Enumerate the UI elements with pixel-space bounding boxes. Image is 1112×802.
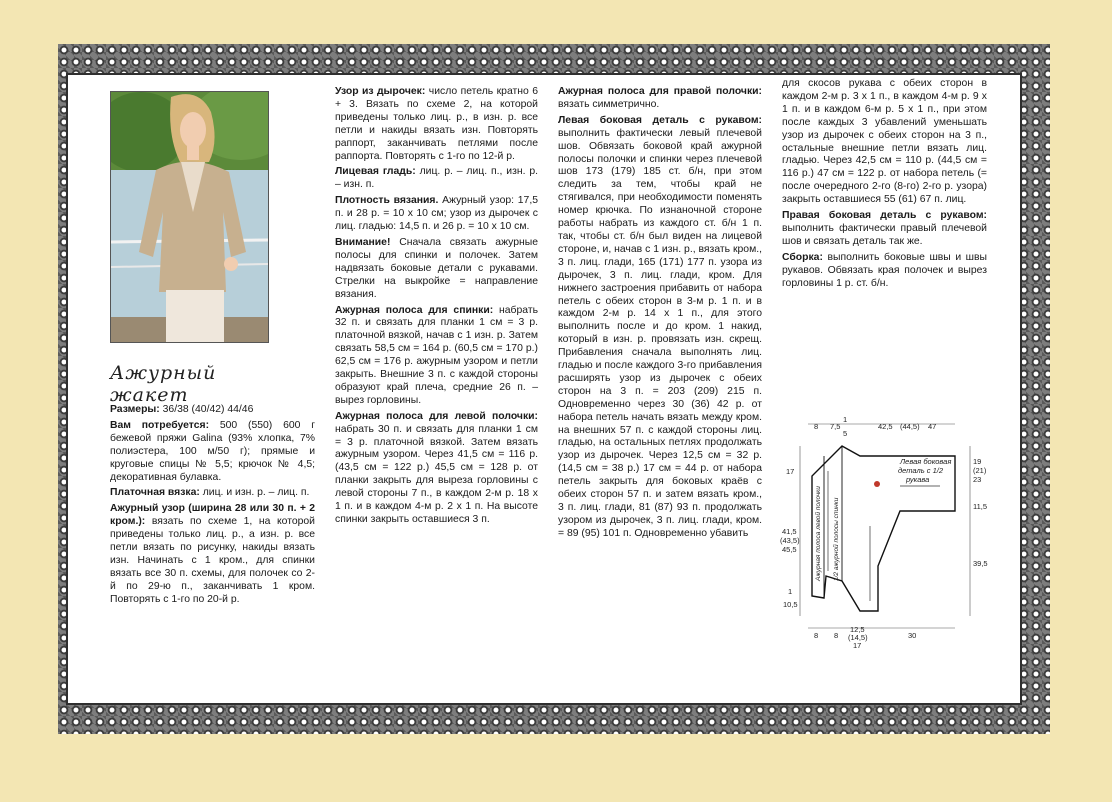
uzor-value: число петель кратно 6 + 3. Вязать по схеме 2, на которой приведены только лиц. р., в изн. р. все петли и накиды вязать изн. Повторять раппорт, заканчивать петлями после раппорта. Повторять с 1-го по 12-й р. (335, 86, 538, 162)
column-3 (558, 86, 762, 544)
lp-label: Ажурная полоса для левой полочки: (335, 410, 538, 422)
dim-bottom-30: 30 (908, 631, 917, 640)
dim-right-395: 39,5 (973, 559, 988, 568)
needs-value: 500 (550) 600 г бежевой пряжи Galina (93% хлопка, 7% полиэстера, 100 м/50 г); прямые и круговые спицы № 5,5; крючок № 4,5; декоративная булавка. (110, 419, 315, 483)
dim-top-5: 5 (843, 429, 848, 438)
gl-value: лиц. р. – лиц. п., изн. р. – изн. п. (335, 166, 539, 191)
ajur-value: вязать по схеме 1, на которой приведены только лиц. р., а изн. р. все петли вязать по рисунку, накиды вязать изн. Начинать с 1 кром., для спинки вязать все 30 п. схемы, для полочек со 2-й по 29-ю п., заканчивать 1 кром. Повторять с 1-го по 20-й р. (110, 516, 315, 605)
lb-value: выполнить фактически левый плечевой шов. Обвязать боковой край ажурной полосы полочки и спинки через плечевой шов 173 (179) 185 ст. б/н, при этом следить за тем, чтобы край не стягивался, при необходимости поменять номер крючка. По изнаночной стороне работы набрать из каждого ст. б/н 1 п. так, чтобы ст. б/н был виден на лицевой стороне, и, начав с 1 изн. р., вязать кром., 3 п. лиц. глади, 165 (171) 177 п. узора из дырочек, 3 п. лиц. глади, кром. Для нижнего застроения прибавить от набора петель с обеих сторон в 3-м р. 1 п. и в каждом 2-м р. 14 х 1 п., для этого выполнить после и до кром. 1 накид, который в изн. р. провязать изн. скрещ. Прибавления сначала выполнять лиц. гладью и после каждого 3-го прибавления расширять узор из дырочек с обеих сторон на 3 п. = 203 (209) 215 п. Одновременно через 30 (36) 42 р. от набора петель начать вязать между кром. на внешних 57 п. с каждой стороны лиц. гладью, на остальных петлях продолжать узор из дырочек. Через 12,5 см = 32 р. (14,5 см = 38 р.) 17 см = 44 р. от набора петель закрыть для боковых краёв с обеих сторон 57 п. и затем вязать кром., 3 п. лиц. глади, 81 (87) 93 п. продолжать узором из дырочек, 3 п. лиц. глади, кром. = 89 (95) 101 п. Одновременно убавить (558, 127, 762, 539)
caption-line-2: деталь с 1/2 (898, 466, 943, 475)
model-photo (110, 91, 269, 343)
dim-left-415: 41,5 (782, 527, 797, 536)
dim-left-1: 1 (788, 587, 793, 596)
col4-continuation: для скосов рукава с обеих сторон в каждом 2-м р. 3 х 1 п., в каждом 4-м р. 9 х 1 п. и в каждом 6-м р. 5 х 1 п., при этом после каждых 3 убавлений уменьшать узор из дырочек с обеих сторон на 3 п., остальные внешние петли вязать лиц. гладью. Через 42,5 см = 110 р. (44,5 см = 116 р.) 47 см = 122 р. от набора петель (= после очередного 2-го (8-го) 2-го р. узора) закрыть оставшиеся 55 (61) 67 п. лиц. (782, 78, 987, 206)
dim-top-47: 47 (928, 422, 937, 431)
sizes-value: 36/38 (40/42) 44/46 (162, 404, 254, 415)
ajur-label: Ажурный узор (ширина 28 или 30 п. + 2 кром.): (110, 503, 315, 528)
column-2 (335, 86, 538, 530)
dim-bottom-17: 17 (853, 641, 862, 650)
caption-line-3: рукава (906, 475, 930, 484)
strip-label-left: Ажурная полоса левой полочки (815, 486, 822, 581)
dim-left-105: 10,5 (783, 600, 798, 609)
sp-label: Ажурная полоса для спинки: (335, 304, 494, 316)
uzor-label: Узор из дырочек: (335, 86, 426, 97)
column-4 (782, 78, 987, 294)
rb-label: Правая боковая деталь с рукавом: (782, 210, 987, 222)
sp-value: набрать 32 п. и связать для планки 1 см = 3 р. платочной вязкой, начав с 1 изн. р. Затем связать 58,5 см = 164 р. (60,5 см = 170 р.) 62,5 см = 176 р. ажурным узором и петли закрыть. Внешние 3 п. с каждой стороны образуют край плеча, средние 26 п. – вырез горловины. (335, 304, 538, 406)
column-1 (110, 404, 315, 610)
dim-bottom-8: 8 (814, 631, 819, 640)
dim-top-1: 1 (843, 416, 848, 424)
pattern-page (70, 76, 1020, 702)
pp-label: Ажурная полоса для правой полочки: (558, 86, 762, 97)
dim-bottom-125: 12,5 (850, 625, 865, 634)
flower-icon (874, 481, 880, 487)
dim-right-23: 23 (973, 475, 982, 484)
dim-left-455: 45,5 (782, 545, 797, 554)
dim-top-425: 42,5 (878, 422, 893, 431)
vn-label: Внимание! (335, 236, 391, 248)
pl-value: Ажурный узор: 17,5 п. и 28 р. = 10 х 10 см; узор из дырочек с лиц. гладью: 14,5 п. и 26 р. = 10 х 10 см. (335, 195, 538, 233)
pattern-schematic (780, 416, 995, 651)
vn-value: Сначала связать ажурные полосы для спинки и полочек. Затем надвязать боковые детали с рукавами. Стрелки на выкройке = направление вязания. (335, 236, 538, 300)
plat-label: Платочная вязка: (110, 487, 200, 499)
page-title: Ажурный жакет (110, 362, 217, 406)
plat-value: лиц. и изн. р. – лиц. п. (202, 487, 310, 499)
needs-label: Вам потребуется: (110, 419, 210, 431)
dim-left-17: 17 (786, 467, 795, 476)
dim-top-75: 7,5 (830, 422, 841, 431)
dim-bottom-8b: 8 (834, 631, 839, 640)
sb-value: выполнить боковые швы и швы рукавов. Обвязать края полочек и вырез горловины 1 р. ст. б/н. (782, 251, 987, 289)
dim-top-8: 8 (814, 422, 819, 431)
dim-right-19: 19 (973, 457, 982, 466)
dim-right-21: (21) (973, 466, 987, 475)
sb-label: Сборка: (782, 251, 823, 263)
gl-label: Лицевая гладь: (335, 166, 416, 178)
caption-line-1: Левая боковая (900, 457, 952, 466)
dim-right-115: 11,5 (973, 502, 988, 511)
pp-value: вязать симметрично. (558, 98, 660, 110)
strip-label-back: 1/2 ажурной полосы спинки (833, 497, 840, 581)
lb-label: Левая боковая деталь с рукавом: (558, 114, 762, 126)
sizes-label: Размеры: (110, 404, 160, 415)
lp-value: набрать 30 п. и связать для планки 1 см = 3 р. платочной вязкой. Затем вязать ажурным узором. Через 41,5 см = 116 р. (43,5 см = 122 р.) 45,5 см = 128 р. от планки закрыть для выреза горловины с левой стороны 7 п., в каждом 2-м р. 18 х 1 п. и в каждом 4-м р. 2 х 1 п. На высоте спинки закрыть оставшиеся 3 п. (335, 423, 538, 525)
dim-bottom-145: (14,5) (848, 633, 868, 642)
pl-label: Плотность вязания. (335, 195, 439, 207)
dim-left-435: (43,5) (780, 536, 800, 545)
dim-top-445: (44,5) (900, 422, 920, 431)
rb-value: выполнить фактически правый плечевой шов и связать деталь так же. (782, 222, 987, 247)
